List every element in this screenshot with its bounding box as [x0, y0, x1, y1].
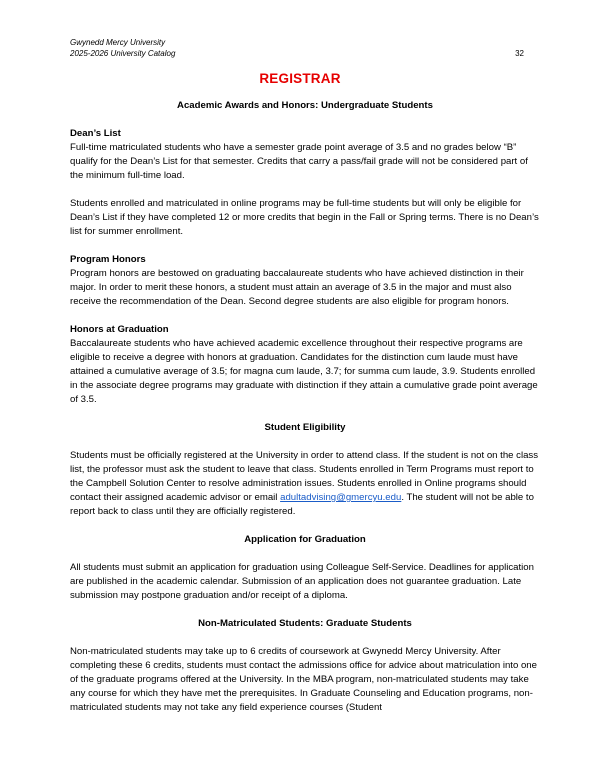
header-catalog: 2025-2026 University Catalog — [70, 49, 176, 58]
awards-heading: Academic Awards and Honors: Undergraduate Students — [177, 100, 433, 111]
deans-list-heading: Dean’s List — [70, 128, 121, 139]
eligibility-text-after: . The student will not be able to report back to class until they are officially registered. — [70, 492, 534, 517]
honors-graduation-paragraph: Baccalaureate students who have achieved academic excellence throughout their respective programs are eligible to receive a degree with honors at graduation. Candidates for the distinction cum laude must have attained a cumulative average of 3.5; for magna cum laude, 3.7; for summa cum laude, 3.9. Students enrolled in the associate degree programs may graduate with distinction if they attain a cumulative grade point average of 3.5. — [70, 338, 538, 405]
program-honors-paragraph: Program honors are bestowed on graduating baccalaureate students who have achieved distinction in their major. In order to merit these honors, a student must attain an average of 3.5 in the major and must also receive the recommendation of the Dean. Second degree students are also eligible for program honors. — [70, 268, 524, 307]
application-heading: Application for Graduation — [244, 534, 366, 545]
application-paragraph: All students must submit an application for graduation using Colleague Self-Service. Deadlines for application are published in the academic calendar. Submission of an application does not guarantee graduation. Late submission may postpone graduation and/or receipt of a diploma. — [70, 562, 534, 601]
header-university: Gwynedd Mercy University — [70, 38, 166, 47]
honors-graduation-heading: Honors at Graduation — [70, 324, 169, 335]
page-header — [70, 37, 175, 59]
deans-list-paragraph-2: Students enrolled and matriculated in online programs may be full-time students but will only be eligible for Dean’s List if they have completed 12 or more credits that begin in the Fall or Spring terms. There is no Dean’s list for summer enrollment. — [70, 198, 539, 237]
advising-email-link[interactable]: adultadvising@gmercyu.edu — [280, 492, 402, 503]
nonmatric-paragraph: Non-matriculated students may take up to 6 credits of coursework at Gwynedd Mercy University. After completing these 6 credits, students must contact the admissions office for advice about matriculation into one of the graduate programs offered at the University. In the MBA program, non-matriculated students may take any course for which they have met the prerequisites. In Graduate Counseling and Education programs, non-matriculated students may not take any field experience courses (Student — [70, 646, 537, 713]
eligibility-heading: Student Eligibility — [264, 422, 346, 433]
deans-list-paragraph-1: Full-time matriculated students who have a semester grade point average of 3.5 and no grades below “B” qualify for the Dean’s List for that semester. Credits that carry a pass/fail grade will not be considered part of the minimum full-time load. — [70, 142, 528, 181]
program-honors-heading: Program Honors — [70, 254, 146, 265]
eligibility-text-before: Students must be officially registered at the University in order to attend class. If the student is not on the class list, the professor must ask the student to leave that class. Students enrolled in Term Programs must report to the Campbell Solution Center to resolve administration issues. Students enrolled in Online programs should contact their assigned academic advisor or email — [70, 450, 539, 503]
nonmatric-heading: Non-Matriculated Students: Graduate Students — [198, 618, 412, 629]
page-title: REGISTRAR — [259, 71, 341, 86]
page-content — [70, 99, 540, 715]
eligibility-paragraph — [70, 449, 540, 519]
page-number: 32 — [515, 49, 524, 58]
